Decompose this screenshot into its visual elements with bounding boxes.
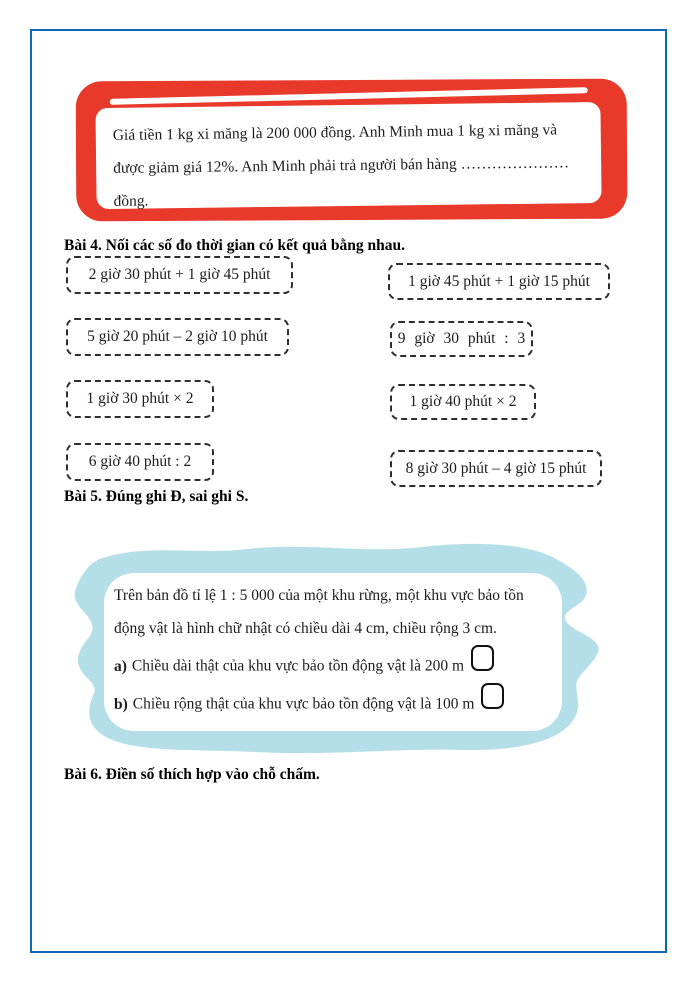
bai6-heading: Bài 6. Điền số thích hợp vào chỗ chấm.: [64, 766, 320, 783]
bai5-heading: Bài 5. Đúng ghi Đ, sai ghi S.: [64, 488, 249, 505]
item-b-label: b): [114, 695, 128, 713]
answer-box-a[interactable]: [471, 645, 494, 671]
match-box-left-4[interactable]: 6 giờ 40 phút : 2: [66, 443, 214, 481]
bai5-intro-line: động vật là hình chữ nhật có chiều dài 4 cm, chiều rộng 3 cm.: [114, 620, 497, 637]
match-box-left-2[interactable]: 5 giờ 20 phút – 2 giờ 10 phút: [66, 318, 289, 356]
problem-line: Giá tiền 1 kg xi măng là 200 000 đồng. Anh Minh mua 1 kg xi măng và: [112, 121, 558, 144]
match-box-left-1[interactable]: 2 giờ 30 phút + 1 giờ 45 phút: [66, 256, 293, 294]
problem-line: được giảm giá 12%. Anh Minh phải trả người bán hàng …………………: [113, 154, 570, 177]
item-a-label: a): [114, 657, 127, 675]
red-marker-frame: [76, 79, 628, 222]
answer-box-b[interactable]: [481, 683, 504, 709]
item-b-text: Chiều rộng thật của khu vực bảo tồn động vật là 100 m: [132, 695, 475, 713]
match-box-right-4[interactable]: 8 giờ 30 phút – 4 giờ 15 phút: [390, 450, 602, 487]
problem-line: đồng.: [113, 192, 149, 210]
match-box-right-2[interactable]: 9 giờ 30 phút : 3: [390, 321, 533, 357]
bai4-heading: Bài 4. Nối các số đo thời gian có kết quả bằng nhau.: [64, 237, 406, 254]
worksheet-page: [30, 29, 667, 953]
item-a-text: Chiều dài thật của khu vực bảo tồn động vật là 200 m: [131, 657, 465, 675]
blue-blob-shape: [66, 539, 602, 759]
problem-statement-panel: [95, 102, 601, 209]
bai5-item-b: [114, 692, 504, 718]
bai5-intro-line: Trên bản đồ tỉ lệ 1 : 5 000 của một khu rừng, một khu vực bảo tồn: [114, 587, 524, 604]
bai5-item-a: [114, 654, 494, 680]
match-box-right-3[interactable]: 1 giờ 40 phút × 2: [390, 384, 536, 420]
match-box-right-1[interactable]: 1 giờ 45 phút + 1 giờ 15 phút: [388, 263, 610, 300]
match-box-left-3[interactable]: 1 giờ 30 phút × 2: [66, 380, 214, 418]
